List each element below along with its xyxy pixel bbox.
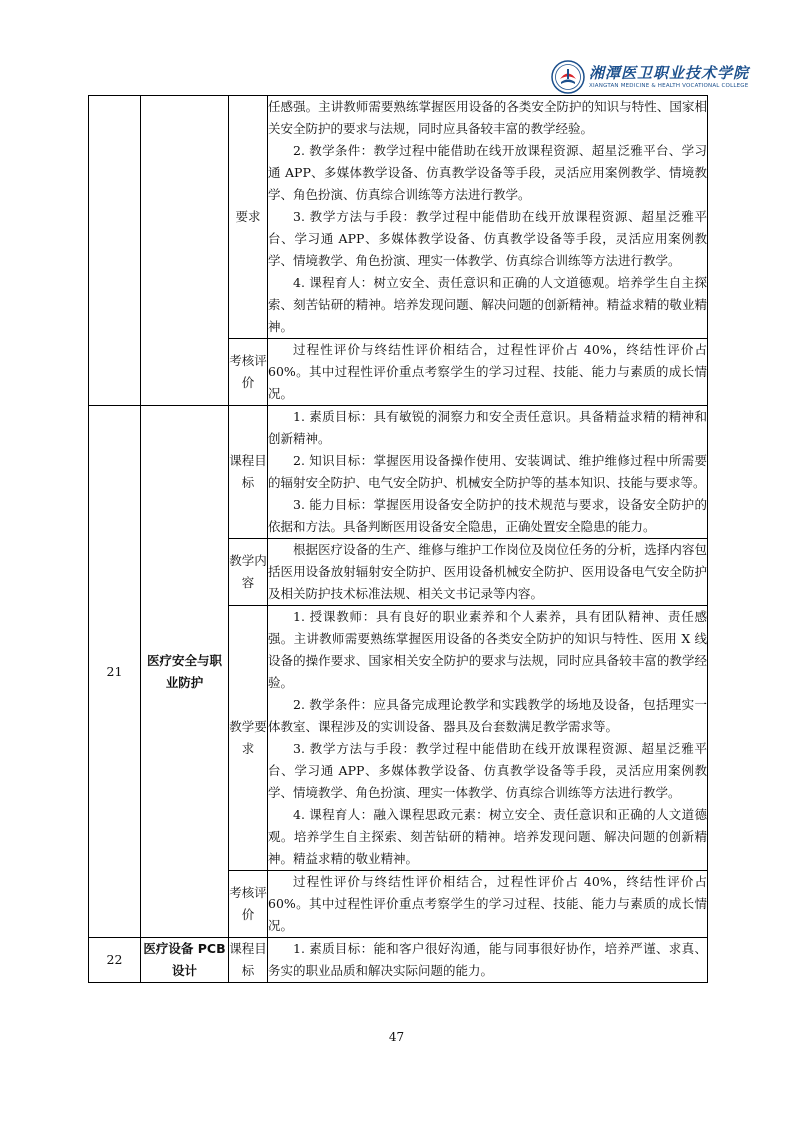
paragraph: 3. 能力目标：掌握医用设备安全防护的技术规范与要求，设备安全防护的依据和方法。具备判断医用设备安全隐患，正确处置安全隐患的能力。 (268, 497, 707, 534)
course-name-cell: 医疗安全与职业防护 (141, 406, 229, 938)
assessment-content (268, 871, 708, 938)
course-goal-content (268, 938, 708, 983)
course-name-cell: 医疗设备 PCB 设计 (141, 938, 229, 983)
college-name-en: XIANGTAN MEDICINE & HEALTH VOCATIONAL COLLEGE (589, 83, 749, 89)
course-number-cell: 22 (89, 938, 141, 983)
paragraph: 4. 课程育人：树立安全、责任意识和正确的人文道德观。培养学生自主探索、刻苦钻研的精神。培养发现问题、解决问题的创新精神。精益求精的敬业精神。 (268, 275, 707, 334)
course-name-cell (141, 96, 229, 406)
paragraph: 3. 教学方法与手段：教学过程中能借助在线开放课程资源、超星泛雅平台、学习通 APP、多媒体教学设备、仿真教学设备等手段，灵活应用案例教学、情境教学、角色扮演、理实一体教学、仿真综合训练等方法进行教学。 (268, 209, 707, 268)
teaching-requirement-label: 教学要求 (229, 606, 268, 871)
course-goal-label: 课程目标 (229, 406, 268, 539)
paragraph: 2. 知识目标：掌握医用设备操作使用、安装调试、维护维修过程中所需要的辐射安全防护、电气安全防护、机械安全防护等的基本知识、技能与要求等。 (268, 453, 707, 490)
page-number: 47 (388, 1030, 405, 1044)
course-number-cell: 21 (89, 406, 141, 938)
assessment-label: 考核评价 (229, 339, 268, 406)
college-emblem-icon (551, 60, 585, 94)
paragraph: 任感强。主讲教师需要熟练掌握医用设备的各类安全防护的知识与特性、国家相关安全防护的要求与法规，同时应具备较丰富的教学经验。 (268, 99, 707, 136)
paragraph: 1. 素质目标：能和客户很好沟通，能与同事很好协作，培养严谨、求真、务实的职业品质和解决实际问题的能力。 (268, 941, 707, 978)
paragraph: 过程性评价与终结性评价相结合，过程性评价占 40%，终结性评价占 60%。其中过程性评价重点考察学生的学习过程、技能、能力与素质的成长情况。 (268, 342, 707, 401)
paragraph: 1. 素质目标：具有敏锐的洞察力和安全责任意识。具备精益求精的精神和创新精神。 (268, 409, 707, 446)
paragraph: 1. 授课教师：具有良好的职业素养和个人素养，具有团队精神、责任感强。主讲教师需要熟练掌握医用设备的各类安全防护的知识与特性、医用 X 线设备的操作要求、国家相关安全防护的要求与法规，同时应具备较丰富的教学经验。 (268, 609, 707, 690)
teaching-content-text (268, 539, 708, 606)
assessment-label: 考核评价 (229, 871, 268, 938)
table-row (89, 938, 708, 983)
table-row (89, 406, 708, 539)
course-goal-content (268, 406, 708, 539)
teaching-content-label: 教学内容 (229, 539, 268, 606)
table-row (89, 96, 708, 339)
paragraph: 2. 教学条件：教学过程中能借助在线开放课程资源、超星泛雅平台、学习通 APP、多媒体教学设备、仿真教学设备等手段，灵活应用案例教学、情境教学、角色扮演、仿真综合训练等方法进行教学。 (268, 143, 707, 202)
paragraph: 过程性评价与终结性评价相结合，过程性评价占 40%，终结性评价占 60%。其中过程性评价重点考察学生的学习过程、技能、能力与素质的成长情况。 (268, 874, 707, 933)
course-number-cell (89, 96, 141, 406)
paragraph: 2. 教学条件：应具备完成理论教学和实践教学的场地及设备，包括理实一体教室、课程涉及的实训设备、器具及台套数满足教学需求等。 (268, 697, 707, 734)
teaching-requirement-content (268, 96, 708, 339)
paragraph: 4. 课程育人：融入课程思政元素：树立安全、责任意识和正确的人文道德观。培养学生自主探索、刻苦钻研的精神。培养发现问题、解决问题的创新精神。精益求精的敬业精神。 (268, 807, 707, 866)
paragraph: 3. 教学方法与手段：教学过程中能借助在线开放课程资源、超星泛雅平台、学习通 APP、多媒体教学设备、仿真教学设备等手段，灵活应用案例教学、情境教学、角色扮演、理实一体教学、仿真综合训练等方法进行教学。 (268, 741, 707, 800)
paragraph: 根据医疗设备的生产、维修与维护工作岗位及岗位任务的分析，选择内容包括医用设备放射辐射安全防护、医用设备机械安全防护、医用设备电气安全防护及相关防护技术标准法规、相关文书记录等内容。 (268, 542, 707, 601)
assessment-content (268, 339, 708, 406)
college-logo (551, 60, 750, 96)
teaching-requirement-label: 要求 (229, 96, 268, 339)
college-name-cn: 湘潭医卫职业技术学院 (589, 64, 750, 82)
curriculum-table (88, 95, 708, 983)
teaching-requirement-content (268, 606, 708, 871)
course-goal-label: 课程目标 (229, 938, 268, 983)
